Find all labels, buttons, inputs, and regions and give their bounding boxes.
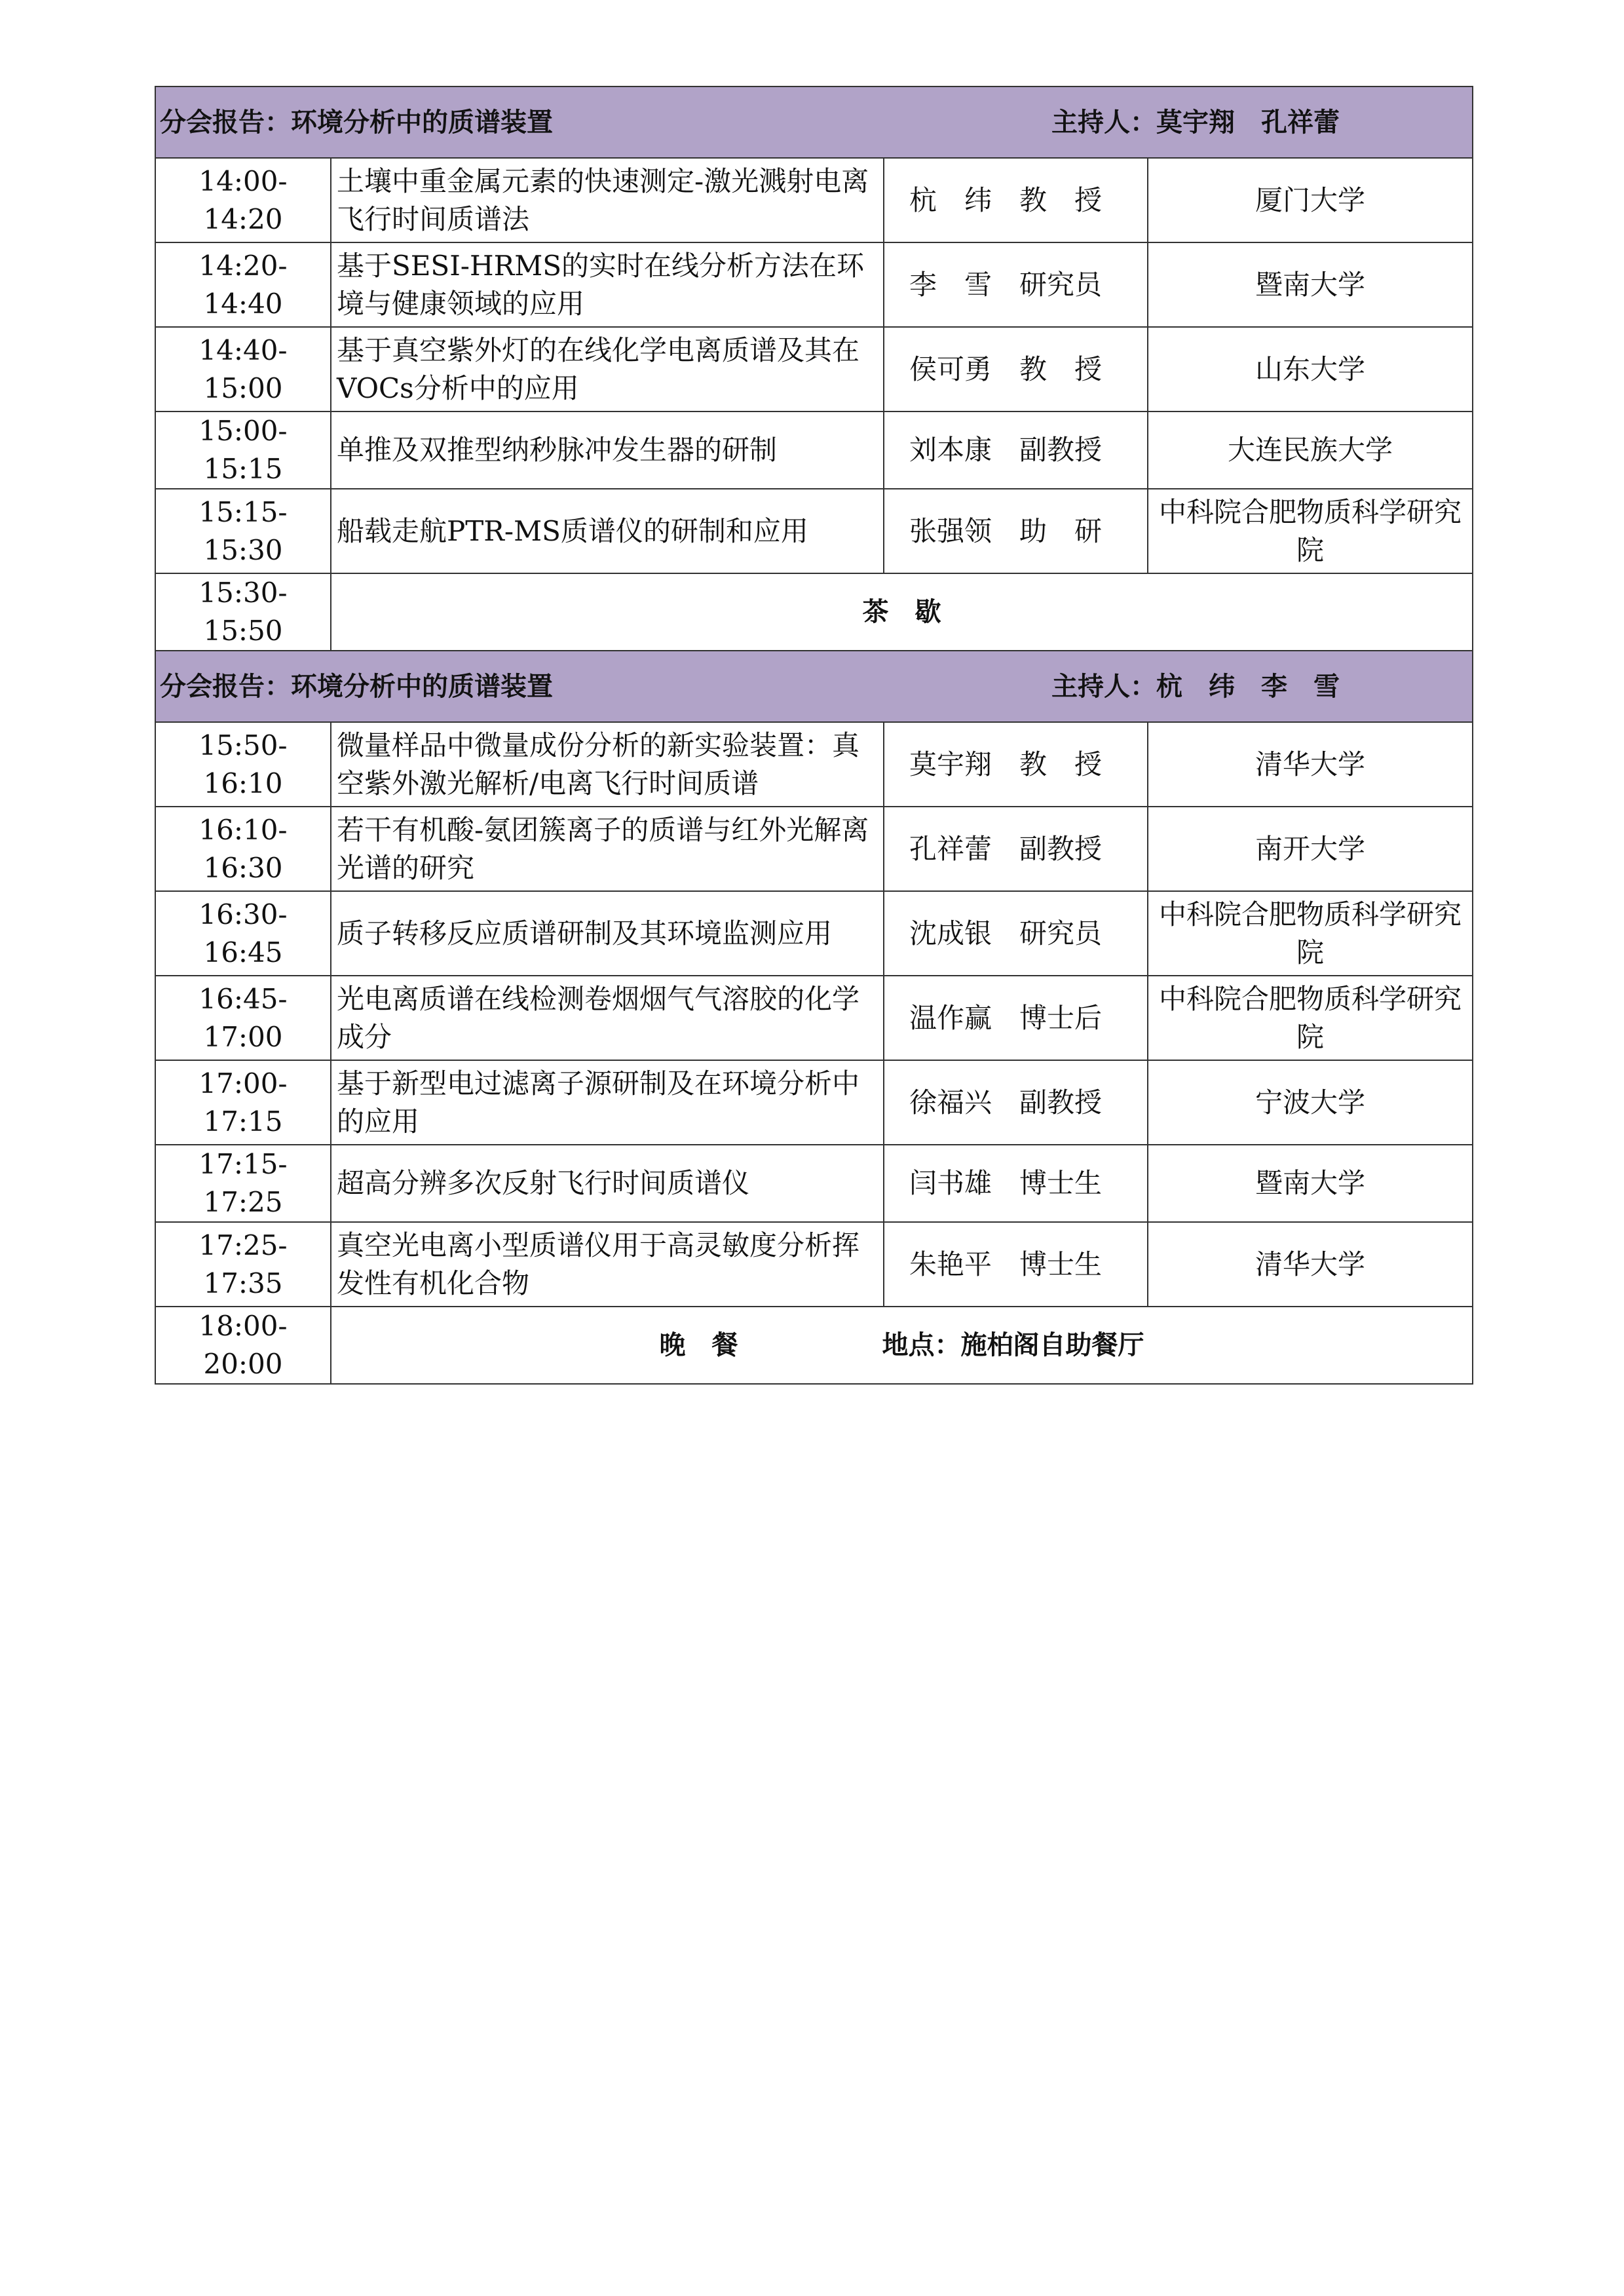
talk-affiliation: 宁波大学 (1148, 1060, 1473, 1145)
talk-title: 船载走航PTR-MS质谱仪的研制和应用 (331, 489, 884, 573)
talk-row (155, 891, 1473, 976)
talk-time: 14:20-14:40 (155, 242, 331, 327)
schedule-table (155, 86, 1473, 1385)
talk-row (155, 976, 1473, 1060)
talk-affiliation: 南开大学 (1148, 807, 1473, 891)
talk-title: 基于SESI-HRMS的实时在线分析方法在环境与健康领域的应用 (331, 242, 884, 327)
session-title: 分会报告：环境分析中的质谱装置 (160, 107, 553, 138)
talk-time: 16:10-16:30 (155, 807, 331, 891)
talk-speaker: 沈成银 研究员 (884, 891, 1148, 976)
talk-title: 若干有机酸-氨团簇离子的质谱与红外光解离光谱的研究 (331, 807, 884, 891)
talk-affiliation: 厦门大学 (1148, 158, 1473, 242)
talk-row (155, 242, 1473, 327)
talk-row (155, 807, 1473, 891)
talk-title: 微量样品中微量成份分析的新实验装置：真空紫外激光解析/电离飞行时间质谱 (331, 722, 884, 807)
talk-affiliation: 山东大学 (1148, 327, 1473, 411)
talk-speaker: 李 雪 研究员 (884, 242, 1148, 327)
schedule-body (155, 86, 1473, 1384)
talk-time: 14:40-15:00 (155, 327, 331, 411)
talk-time: 16:45-17:00 (155, 976, 331, 1060)
talk-affiliation: 清华大学 (1148, 722, 1473, 807)
talk-speaker: 莫宇翔 教 授 (884, 722, 1148, 807)
talk-time: 17:15-17:25 (155, 1145, 331, 1222)
talk-time: 15:00-15:15 (155, 411, 331, 489)
talk-time: 16:30-16:45 (155, 891, 331, 976)
talk-affiliation: 大连民族大学 (1148, 411, 1473, 489)
talk-title: 光电离质谱在线检测卷烟烟气气溶胶的化学成分 (331, 976, 884, 1060)
talk-speaker: 徐福兴 副教授 (884, 1060, 1148, 1145)
talk-speaker: 闫书雄 博士生 (884, 1145, 1148, 1222)
talk-row (155, 327, 1473, 411)
talk-title: 超高分辨多次反射飞行时间质谱仪 (331, 1145, 884, 1222)
session-header-2 (155, 651, 1473, 722)
talk-row (155, 1222, 1473, 1307)
talk-row (155, 1060, 1473, 1145)
talk-affiliation: 中科院合肥物质科学研究院 (1148, 489, 1473, 573)
session-header-cell (155, 651, 1473, 722)
session-header-1 (155, 86, 1473, 158)
talk-title: 质子转移反应质谱研制及其环境监测应用 (331, 891, 884, 976)
talk-time: 15:15-15:30 (155, 489, 331, 573)
tea-break-row (155, 573, 1473, 651)
talk-time: 17:25-17:35 (155, 1222, 331, 1307)
talk-speaker: 孔祥蕾 副教授 (884, 807, 1148, 891)
talk-affiliation: 暨南大学 (1148, 242, 1473, 327)
talk-title: 基于真空紫外灯的在线化学电离质谱及其在VOCs分析中的应用 (331, 327, 884, 411)
talk-title: 基于新型电过滤离子源研制及在环境分析中的应用 (331, 1060, 884, 1145)
talk-speaker: 张强领 助 研 (884, 489, 1148, 573)
session-host: 主持人：莫宇翔 孔祥蕾 (1051, 107, 1340, 138)
session-header-cell (155, 86, 1473, 158)
talk-title: 土壤中重金属元素的快速测定-激光溅射电离飞行时间质谱法 (331, 158, 884, 242)
talk-title: 真空光电离小型质谱仪用于高灵敏度分析挥发性有机化合物 (331, 1222, 884, 1307)
session-title: 分会报告：环境分析中的质谱装置 (160, 671, 553, 702)
talk-row (155, 158, 1473, 242)
talk-row (155, 411, 1473, 489)
talk-row (155, 489, 1473, 573)
talk-affiliation: 暨南大学 (1148, 1145, 1473, 1222)
talk-time: 15:50-16:10 (155, 722, 331, 807)
dinner-cell (331, 1307, 1473, 1384)
talk-affiliation: 中科院合肥物质科学研究院 (1148, 891, 1473, 976)
talk-speaker: 刘本康 副教授 (884, 411, 1148, 489)
talk-affiliation: 中科院合肥物质科学研究院 (1148, 976, 1473, 1060)
talk-row (155, 1145, 1473, 1222)
talk-affiliation: 清华大学 (1148, 1222, 1473, 1307)
talk-time: 17:00-17:15 (155, 1060, 331, 1145)
talk-title: 单推及双推型纳秒脉冲发生器的研制 (331, 411, 884, 489)
dinner-time: 18:00-20:00 (155, 1307, 331, 1384)
talk-speaker: 侯可勇 教 授 (884, 327, 1148, 411)
dinner-location: 地点：施柏阁自助餐厅 (882, 1330, 1144, 1360)
session-host: 主持人：杭 纬 李 雪 (1051, 671, 1340, 702)
tea-break-time: 15:30-15:50 (155, 573, 331, 651)
talk-row (155, 722, 1473, 807)
dinner-row (155, 1307, 1473, 1384)
tea-break-label: 茶 歇 (331, 573, 1473, 651)
dinner-label: 晚 餐 (659, 1330, 738, 1360)
talk-speaker: 朱艳平 博士生 (884, 1222, 1148, 1307)
talk-time: 14:00-14:20 (155, 158, 331, 242)
talk-speaker: 杭 纬 教 授 (884, 158, 1148, 242)
talk-speaker: 温作赢 博士后 (884, 976, 1148, 1060)
